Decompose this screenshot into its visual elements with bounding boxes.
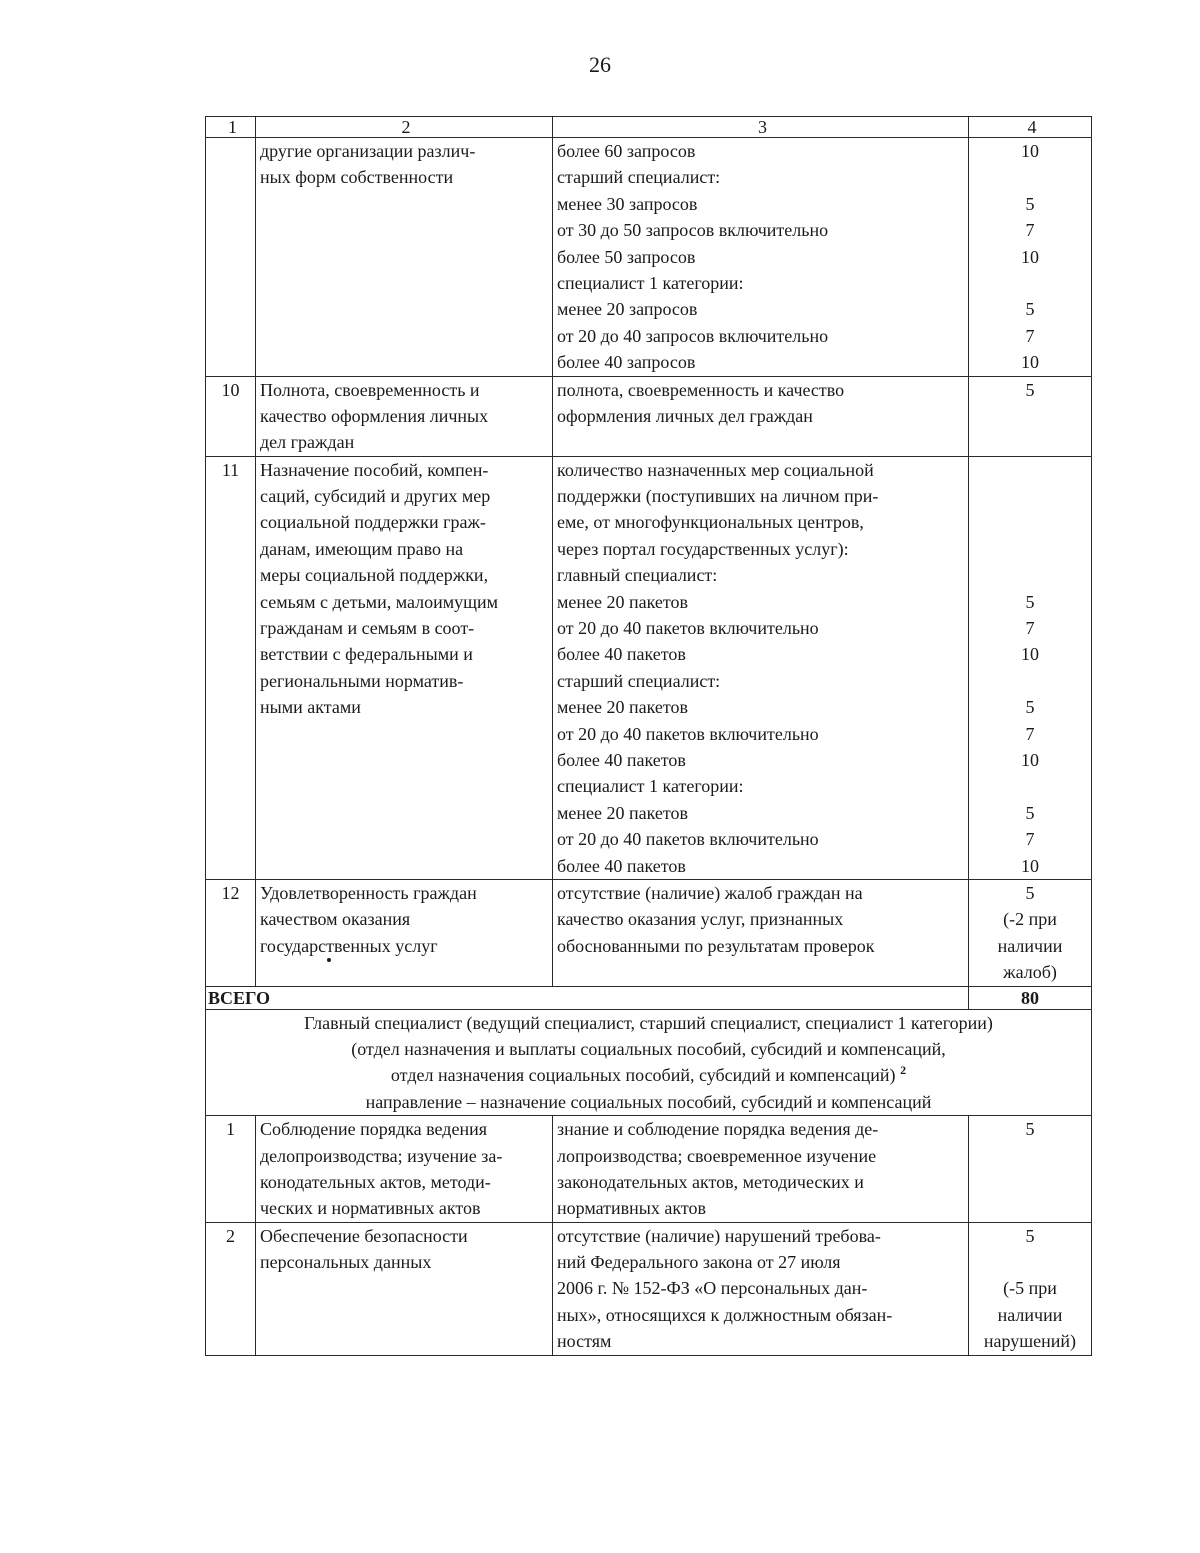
cell-line: нормативных актов — [557, 1198, 707, 1219]
cell-line: 5 — [1025, 193, 1035, 214]
cell-line: отсутствие (наличие) нарушений требова- — [557, 1225, 881, 1246]
cell-line: 2006 г. № 152-ФЗ «О персональных дан- — [557, 1278, 868, 1299]
cell-line: 10 — [1021, 246, 1039, 267]
cell-line: 10 — [1021, 644, 1039, 665]
indicator-cell — [553, 456, 969, 879]
cell-line: (-5 при — [1003, 1278, 1057, 1299]
cell-line: ветствии с федеральными и — [260, 644, 473, 665]
cell-line: лопроизводства; своевременное изучение — [557, 1145, 877, 1166]
indicator-cell — [553, 1116, 969, 1223]
row-number-cell: 2 — [206, 1222, 256, 1355]
cell-line: (-2 при — [1003, 909, 1057, 930]
cell-line: 10 — [1021, 749, 1039, 770]
table-row-11 — [206, 456, 1092, 879]
cell-line: качеством оказания — [260, 909, 411, 930]
cell-line: более 60 запросов — [557, 141, 696, 161]
cell-line: специалист 1 категории: — [557, 776, 744, 797]
cell-line: более 50 запросов — [557, 246, 696, 267]
cell-line — [969, 483, 1091, 509]
cell-line: наличии — [997, 935, 1063, 956]
table-row-2 — [206, 1222, 1092, 1355]
cell-line: 5 — [1025, 697, 1035, 718]
cell-line: персональных данных — [260, 1252, 432, 1273]
footnote-marker: 2 — [900, 1063, 907, 1078]
score-cell — [969, 879, 1092, 986]
cell-line: старший специалист: — [557, 670, 721, 691]
cell-line: знание и соблюдение порядка ведения де- — [557, 1119, 879, 1140]
cell-line: менее 20 пакетов — [557, 697, 689, 718]
criterion-cell — [256, 879, 553, 986]
cell-line: саций, субсидий и других мер — [260, 486, 491, 507]
cell-line: менее 20 пакетов — [557, 591, 689, 612]
cell-line: гражданам и семьям в соот- — [260, 618, 475, 639]
score-cell — [969, 1222, 1092, 1355]
ink-dot — [327, 958, 331, 962]
cell-line: региональными норматив- — [260, 670, 464, 691]
cell-line — [969, 509, 1091, 535]
section-heading-row — [206, 1009, 1092, 1116]
total-value: 80 — [969, 986, 1092, 1009]
cell-line: от 20 до 40 пакетов включительно — [557, 723, 819, 744]
total-label: ВСЕГО — [206, 986, 969, 1009]
cell-line: 5 — [1025, 1225, 1035, 1246]
row-number-cell: 1 — [206, 1116, 256, 1223]
cell-line: от 30 до 50 запросов включительно — [557, 220, 829, 241]
row-number-cell — [206, 138, 256, 377]
header-cell-1: 1 — [206, 117, 256, 138]
cell-line: оформления личных дел граждан — [557, 405, 813, 426]
score-cell — [969, 456, 1092, 879]
header-cell-4: 4 — [969, 117, 1092, 138]
cell-line: ных форм собственности — [260, 167, 454, 188]
row-number-cell: 11 — [206, 456, 256, 879]
cell-line — [969, 164, 1091, 190]
section-line-2: (отдел назначения и выплаты социальных пособий, субсидий и компенсаций, — [351, 1038, 946, 1059]
cell-line: социальной поддержки граж- — [260, 512, 486, 533]
cell-line: наличии — [997, 1304, 1063, 1325]
cell-line: дел граждан — [260, 432, 355, 453]
table-row-10 — [206, 376, 1092, 456]
indicator-cell — [553, 1222, 969, 1355]
cell-line: более 40 пакетов — [557, 749, 686, 770]
cell-line: старший специалист: — [557, 167, 721, 188]
cell-line: 10 — [1021, 855, 1039, 876]
cell-line: 7 — [1025, 220, 1035, 241]
indicator-cell — [553, 376, 969, 456]
cell-line — [969, 1249, 1091, 1275]
cell-line: еме, от многофункциональных центров, — [557, 512, 864, 533]
total-row — [206, 986, 1092, 1009]
cell-line: конодательных актов, методи- — [260, 1171, 491, 1192]
cell-line: 10 — [1021, 141, 1039, 161]
cell-line: данам, имеющим право на — [260, 538, 464, 559]
cell-line: Полнота, своевременность и — [260, 379, 480, 400]
cell-line: 7 — [1025, 829, 1035, 850]
score-cell — [969, 1116, 1092, 1223]
cell-line: 5 — [1025, 802, 1035, 823]
indicator-cell — [553, 879, 969, 986]
cell-line: качество оформления личных — [260, 405, 489, 426]
score-cell — [969, 138, 1092, 377]
cell-line — [969, 536, 1091, 562]
cell-line: от 20 до 40 пакетов включительно — [557, 829, 819, 850]
criterion-cell — [256, 1116, 553, 1223]
table-row-1 — [206, 1116, 1092, 1223]
header-cell-3: 3 — [553, 117, 969, 138]
section-line-3: отдел назначения социальных пособий, субсидий и компенсаций) $^2$ — [390, 1063, 907, 1086]
cell-line: 5 — [1025, 1119, 1035, 1140]
cell-line: через портал государственных услуг): — [557, 538, 849, 559]
cell-line: государственных услуг — [260, 935, 438, 956]
cell-line — [969, 457, 1091, 483]
page-number: 26 — [589, 52, 611, 77]
cell-line: 5 — [1025, 882, 1035, 903]
table-row-continued — [206, 138, 1092, 377]
cell-line: ных», относящихся к должностным обязан- — [557, 1304, 893, 1325]
cell-line: специалист 1 категории: — [557, 272, 744, 293]
cell-line: более 40 пакетов — [557, 855, 686, 876]
cell-line: Назначение пособий, компен- — [260, 459, 489, 480]
cell-line — [969, 668, 1091, 694]
cell-line: главный специалист: — [557, 565, 718, 586]
header-cell-2: 2 — [256, 117, 553, 138]
cell-line: менее 30 запросов — [557, 193, 698, 214]
cell-line: отсутствие (наличие) жалоб граждан на — [557, 882, 863, 903]
section-heading — [206, 1009, 1092, 1116]
score-cell — [969, 376, 1092, 456]
cell-line — [969, 773, 1091, 799]
criteria-table — [205, 116, 1092, 1356]
cell-line: полнота, своевременность и качество — [557, 379, 845, 400]
cell-line: менее 20 запросов — [557, 299, 698, 320]
cell-line: 7 — [1025, 723, 1035, 744]
criterion-cell — [256, 376, 553, 456]
cell-line: законодательных актов, методических и — [557, 1171, 864, 1192]
cell-line: 7 — [1025, 325, 1035, 346]
cell-line: Соблюдение порядка ведения — [260, 1119, 488, 1140]
cell-line: нарушений) — [983, 1331, 1077, 1352]
criterion-cell — [256, 456, 553, 879]
cell-line: жалоб) — [1003, 962, 1057, 983]
cell-line: Обеспечение безопасности — [260, 1225, 468, 1246]
cell-line: делопроизводства; изучение за- — [260, 1145, 503, 1166]
cell-line: 7 — [1025, 618, 1035, 639]
cell-line: ностям — [557, 1331, 612, 1352]
cell-line: другие организации различ- — [260, 141, 476, 161]
cell-line: обоснованными по результатам проверок — [557, 935, 875, 956]
cell-line: ний Федерального закона от 27 июля — [557, 1252, 841, 1273]
criterion-cell — [256, 138, 553, 377]
cell-line: 5 — [1025, 379, 1035, 400]
cell-line: поддержки (поступивших на личном при- — [557, 486, 879, 507]
cell-line: 10 — [1021, 352, 1039, 373]
cell-line: менее 20 пакетов — [557, 802, 689, 823]
cell-line: более 40 запросов — [557, 352, 696, 373]
indicator-cell — [553, 138, 969, 377]
cell-line: качество оказания услуг, признанных — [557, 909, 844, 930]
section-line-1: Главный специалист (ведущий специалист, старший специалист, специалист 1 категории) — [304, 1012, 993, 1033]
table-row-12 — [206, 879, 1092, 986]
section-line-4: направление – назначение социальных пособий, субсидий и компенсаций — [365, 1091, 932, 1112]
table-header-row — [206, 117, 1092, 138]
criterion-cell — [256, 1222, 553, 1355]
cell-line: 5 — [1025, 591, 1035, 612]
cell-line: ческих и нормативных актов — [260, 1198, 481, 1219]
cell-line: от 20 до 40 запросов включительно — [557, 325, 829, 346]
cell-line: семьям с детьми, малоимущим — [260, 591, 499, 612]
cell-line — [969, 562, 1091, 588]
cell-line: от 20 до 40 пакетов включительно — [557, 618, 819, 639]
cell-line: более 40 пакетов — [557, 644, 686, 665]
cell-line: 5 — [1025, 299, 1035, 320]
cell-line: меры социальной поддержки, — [260, 565, 489, 586]
cell-line: ными актами — [260, 697, 361, 718]
cell-line — [969, 270, 1091, 296]
row-number-cell: 12 — [206, 879, 256, 986]
cell-line: количество назначенных мер социальной — [557, 459, 874, 480]
row-number-cell: 10 — [206, 376, 256, 456]
cell-line: Удовлетворенность граждан — [260, 882, 477, 903]
